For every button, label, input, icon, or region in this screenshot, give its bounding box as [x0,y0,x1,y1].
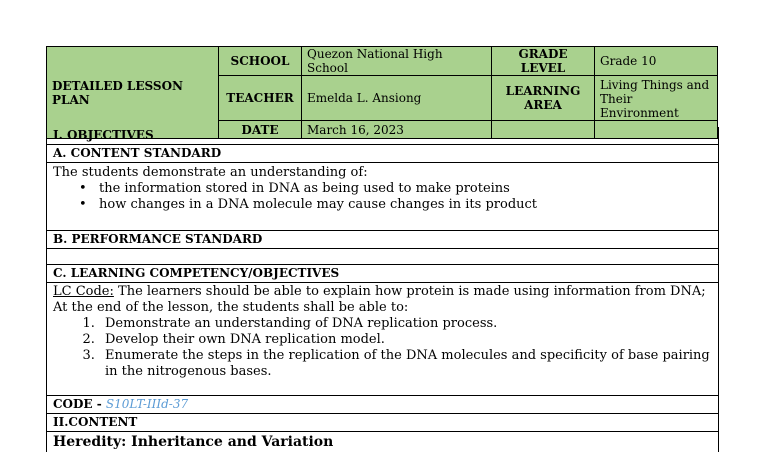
teacher-value: Emelda L. Ansiong [302,76,492,121]
plan-title: DETAILED LESSON PLAN [47,47,219,139]
date-label: DATE [219,121,302,139]
list-item: 2. Develop their own DNA replication model. [99,332,712,348]
list-item: 1. Demonstrate an understanding of DNA replication process. [99,316,712,332]
lc-code-text: The learners should be able to explain how protein is made using information from DNA; [113,284,706,299]
teacher-label: TEACHER [219,76,302,121]
lesson-body [46,127,719,452]
competency-body [47,283,718,396]
content-standard-body [47,163,718,231]
content-topic: Heredity: Inheritance and Variation [53,434,334,450]
grade-level-label: GRADE LEVEL [492,47,595,76]
performance-standard-body [47,249,718,265]
performance-standard-heading: B. PERFORMANCE STANDARD [47,231,718,249]
content-heading: II.CONTENT [47,414,718,432]
content-standard-list [53,181,712,213]
learning-area-label: LEARNING AREA [492,76,595,121]
date-value: March 16, 2023 [302,121,492,139]
lesson-objectives-list [53,316,712,380]
school-value: Quezon National High School [302,47,492,76]
list-item: 3. Enumerate the steps in the replication of the DNA molecules and specificity of base pairing in the nitrogenous bases. [99,348,712,380]
code-row [47,396,718,414]
grade-level-value: Grade 10 [595,47,718,76]
lesson-intro: At the end of the lesson, the students shall be able to: [53,300,409,315]
header-table [46,46,718,139]
content-standard-intro: The students demonstrate an understanding of: [53,165,368,180]
content-standard-heading: A. CONTENT STANDARD [47,145,718,163]
objectives-heading: I. OBJECTIVES [47,127,718,145]
learning-area-value: Living Things and Their Environment [595,76,718,121]
lc-code-line [53,284,712,300]
lc-code-label: LC Code: [53,284,114,299]
code-label: CODE - [53,397,106,411]
school-label: SCHOOL [219,47,302,76]
list-item: • the information stored in DNA as being used to make proteins [99,181,712,197]
list-item: • how changes in a DNA molecule may cause changes in its product [99,197,712,213]
competency-heading: C. LEARNING COMPETENCY/OBJECTIVES [47,265,718,283]
code-value: S10LT-IIId-37 [105,397,189,411]
